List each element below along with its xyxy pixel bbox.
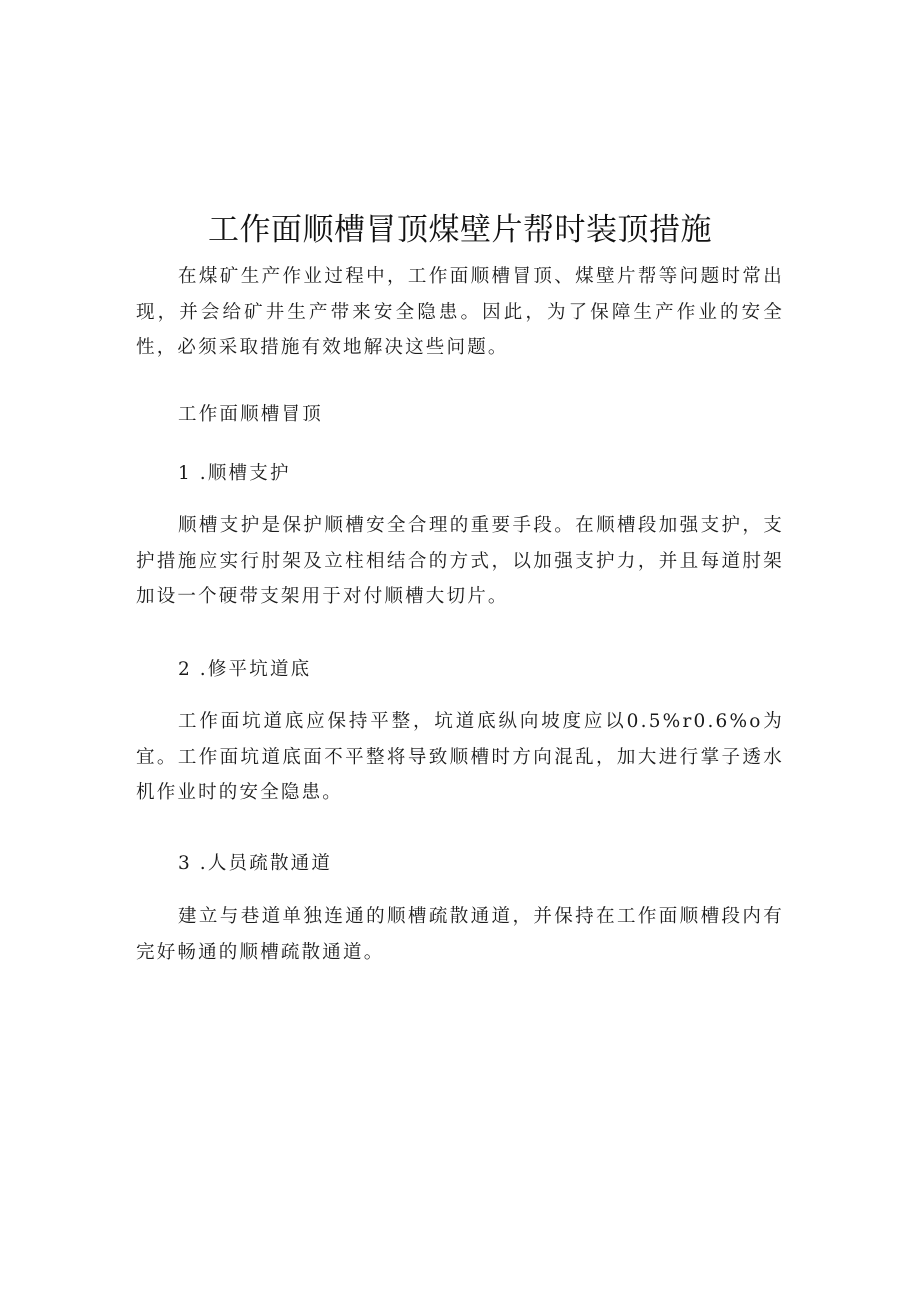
item-1-body: 顺槽支护是保护顺槽安全合理的重要手段。在顺槽段加强支护，支护措施应实行肘架及立柱相结合的方式，以加强支护力，并且每道肘架加设一个硬带支架用于对付顺槽大切片。 (136, 515, 784, 607)
item-1-number: 1 (178, 463, 190, 484)
item-1-heading (178, 459, 291, 489)
item-3-title: .人员疏散通道 (199, 853, 333, 874)
item-1-title: .顺槽支护 (199, 463, 291, 484)
document-title: 工作面顺槽冒顶煤壁片帮时装顶措施 (208, 212, 712, 248)
item-2-number: 2 (178, 659, 190, 680)
item-2-body: 工作面坑道底应保持平整，坑道底纵向坡度应以0.5%r0.6%o为宜。工作面坑道底面不平整将导致顺槽时方向混乱，加大进行掌子透水机作业时的安全隐患。 (136, 711, 784, 803)
item-3-heading (178, 849, 332, 879)
item-3-body: 建立与巷道单独连通的顺槽疏散通道，并保持在工作面顺槽段内有完好畅通的顺槽疏散通道。 (136, 906, 784, 963)
section-heading: 工作面顺槽冒顶 (178, 404, 323, 425)
intro-paragraph: 在煤矿生产作业过程中，工作面顺槽冒顶、煤壁片帮等问题时常出现，并会给矿井生产带来安全隐患。因此，为了保障生产作业的安全性，必须采取措施有效地解决这些问题。 (136, 266, 784, 358)
item-2-title: .修平坑道底 (199, 659, 312, 680)
item-2-heading (178, 655, 311, 685)
item-3-number: 3 (178, 853, 190, 874)
